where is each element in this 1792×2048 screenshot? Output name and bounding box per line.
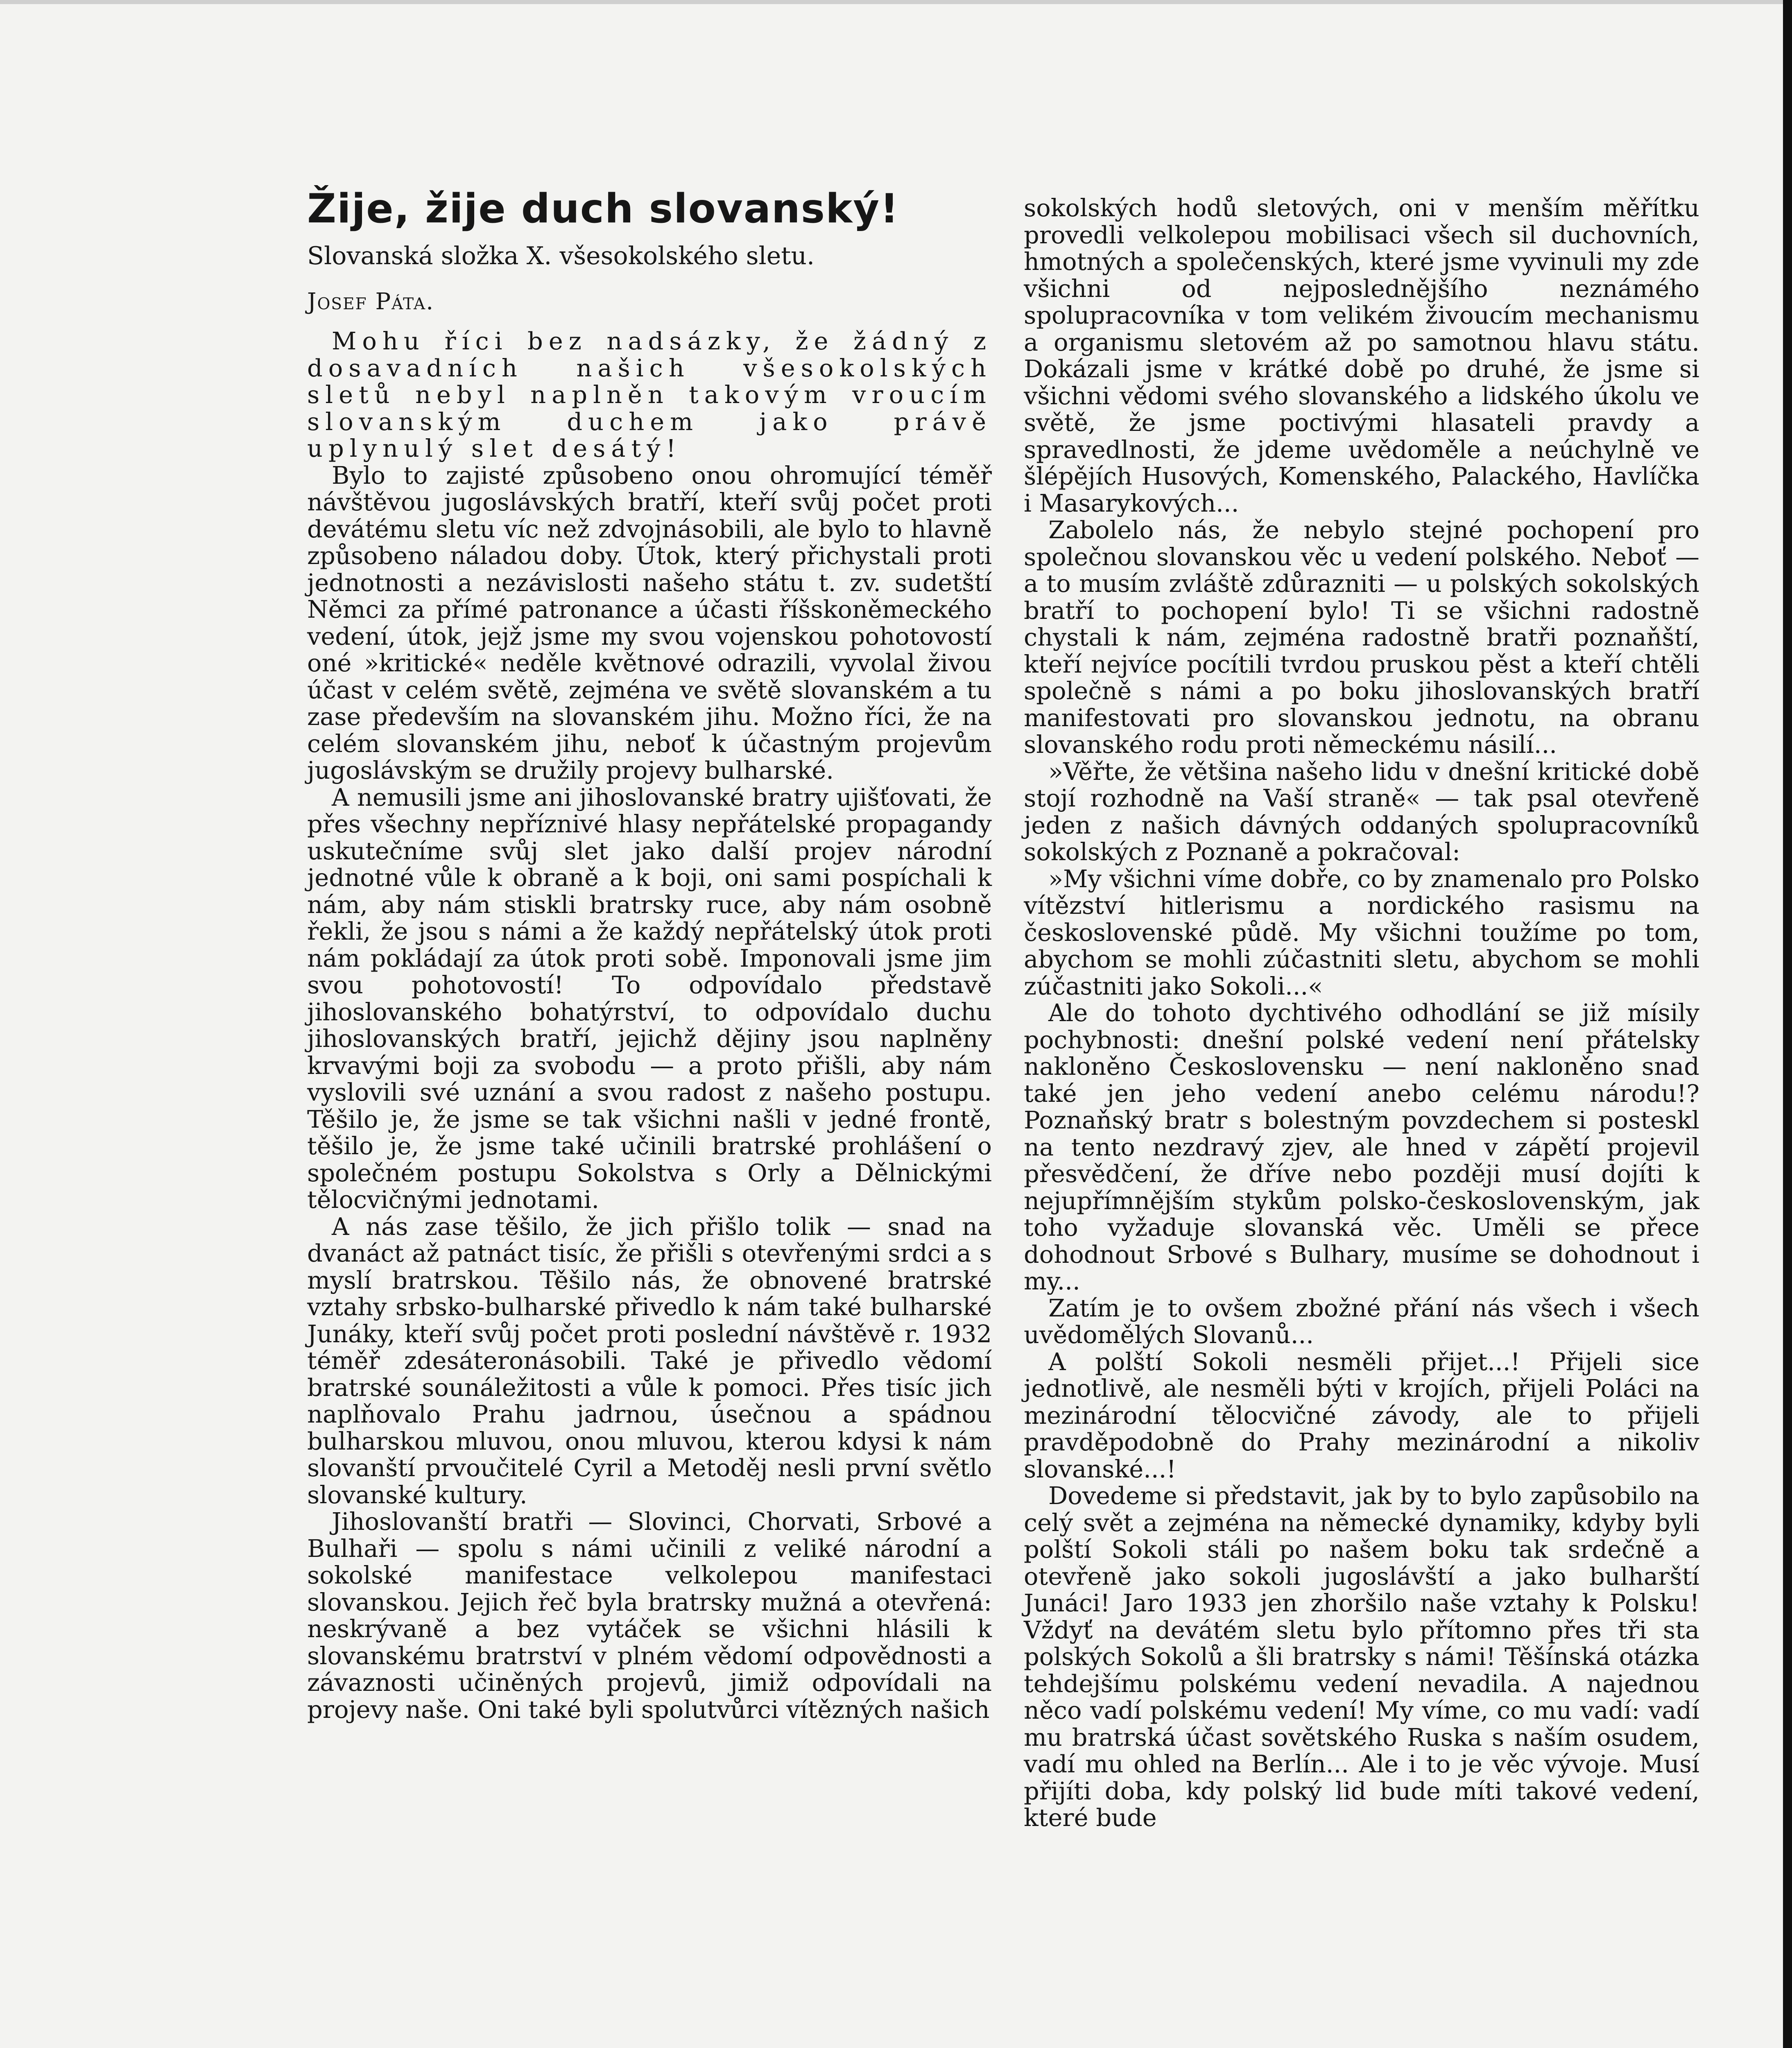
paragraph: Bylo to zajisté způsobeno onou ohromující téměř návštěvou jugoslávských bratří, kteří svůj počet proti devátému sletu víc než zdvojnásobili, ale bylo to hlavně způsobeno náladou doby. Útok, který přichystali proti jednotnosti a nezávislosti našeho státu t. zv. sudetští Němci za přímé patronance a účasti říšskoněmeckého vedení, útok, jejž jsme my svou vojenskou pohotovostí oné »kritické« neděle květnové odrazili, vyvolal živou účast v celém světě, zejména ve světě slovanském a tu zase především na slovanském jihu. Možno říci, že na celém slovanském jihu, neboť k účastným projevům jugoslávským se družily projevy bulharské. [307, 461, 992, 784]
paragraph: sokolských hodů sletových, oni v menším měřítku provedli velkolepou mobilisaci všech sil duchovních, hmotných a společenských, které jsme vyvinuli my zde všichni od nejposlednějšího neznámého spolupracovníka v tom velikém živoucím mechanismu a organismu sletovém až po samotnou hlavu státu. Dokázali jsme v krátké době po druhé, že jsme si všichni vědomi svého slovanského a lidského úkolu ve světě, že jsme poctivými hlasateli pravdy a spravedlnosti, že jdeme uvědoměle a neúchylně ve šlépějích Husových, Komenského, Palackého, Havlíčka i Masarykových... [1024, 194, 1699, 517]
paragraph: Mohu říci bez nadsázky, že žádný z dosavadních našich všesokolských sletů nebyl naplněn takovým vroucím slovanským duchem jako právě uplynulý slet desátý! [307, 327, 992, 462]
right-column [1024, 195, 1699, 1831]
paragraph: »My všichni víme dobře, co by znamenalo pro Polsko vítězství hitlerismu a nordického rasismu na československé půdě. My všichni toužíme po tom, abychom se mohli zúčastniti sletu, abychom se mohli zúčastniti jako Sokoli...« [1024, 864, 1699, 1000]
scan-edge-right [1783, 0, 1792, 2048]
paragraph: Jihoslovanští bratři — Slovinci, Chorvati, Srbové a Bulhaři — spolu s námi učinili z veliké národní a sokolské manifestace velkolepou manifestaci slovanskou. Jejich řeč byla bratrsky mužná a otevřená: neskrývaně a bez vytáček se všichni hlásili k slovanskému bratrství v plném vědomí odpovědnosti a závaznosti učiněných projevů, jimiž odpovídali na projevy naše. Oni také byli spolutvůrci vítězných našich [307, 1507, 992, 1724]
paragraph: Dovedeme si představit, jak by to bylo zapůsobilo na celý svět a zejména na německé dynamiky, kdyby byli polští Sokoli stáli po našem boku tak srdečně a otevřeně jako sokoli jugoslávští a jako bulharští Junáci! Jaro 1933 jen zhoršilo naše vztahy k Polsku! Vždyť na devátém sletu bylo přítomno přes tři sta polských Sokolů a šli bratrsky s námi! Těšínská otázka tehdejšímu polskému vedení nevadila. A najednou něco vadí polskému vedení! My víme, co mu vadí: vadí mu bratrská účast sovětského Ruska s naším osudem, vadí mu ohled na Berlín... Ale i to je věc vývoje. Musí přijíti doba, kdy polský lid bude míti takové vedení, které bude [1024, 1482, 1699, 1832]
paragraph: Zatím je to ovšem zbožné přání nás všech i všech uvědomělých Slovanů... [1024, 1294, 1699, 1349]
article-title: Žije, žije duch slovanský! [307, 186, 899, 232]
article-subtitle: Slovanská složka X. všesokolského sletu. [307, 242, 815, 270]
left-column [307, 184, 992, 1723]
paragraph: A nás zase těšilo, že jich přišlo tolik — snad na dvanáct až patnáct tisíc, že přišli s otevřenými srdci a s myslí bratrskou. Těšilo nás, že obnovené bratrské vztahy srbsko-bulharské přivedlo k nám také bulharské Junáky, kteří svůj počet proti poslední návštěvě r. 1932 téměř zdesáteronásobili. Také je přivedlo vědomí bratrské sounáležitosti a vůle k pomoci. Přes tisíc jich naplňovalo Prahu jadrnou, úsečnou a spádnou bulharskou mluvou, onou mluvou, kterou kdysi k nám slovanští prvoučitelé Cyril a Metoděj nesli první světlo slovanské kultury. [307, 1212, 992, 1509]
paragraph: »Věřte, že většina našeho lidu v dnešní kritické době stojí rozhodně na Vaší straně« — tak psal otevřeně jeden z našich dávných oddaných spolupracovníků sokolských z Poznaně a pokračoval: [1024, 757, 1699, 866]
article-author: Josef Páta. [307, 288, 434, 315]
paragraph: A nemusili jsme ani jihoslovanské bratry ujišťovati, že přes všechny nepříznivé hlasy nepřátelské propagandy uskutečníme svůj slet jako další projev národní jednotné vůle k obraně a k boji, oni sami pospíchali k nám, aby nám stiskli bratrsky ruce, aby nám osobně řekli, že jsou s námi a že každý nepřátelský útok proti nám pokládají za útok proti sobě. Imponovali jsme jim svou pohotovostí! To odpovídalo představě jihoslovanského bohatýrství, to odpovídalo duchu jihoslovanských bratří, jejichž dějiny jsou naplněny krvavými boji za svobodu — a proto přišli, aby nám vyslovili své uznání a svou radost z našeho postupu. Těšilo je, že jsme se tak všichni našli v jedné frontě, těšilo je, že jsme také učinili bratrské prohlášení o společném postupu Sokolstva s Orly a Dělnickými tělocvičnými jednotami. [307, 783, 992, 1214]
paragraph: A polští Sokoli nesměli přijet...! Přijeli sice jednotlivě, ale nesměli býti v krojích, přijeli Poláci na mezinárodní tělocvičné závody, ale to přijeli pravděpodobně do Prahy mezinárodní a nikoliv slovanské...! [1024, 1347, 1699, 1483]
paragraph: Zabolelo nás, že nebylo stejné pochopení pro společnou slovanskou věc u vedení polského. Neboť — a to musím zvláště zdůrazniti — u polských sokolských bratří to pochopení bylo! Ti se všichni radostně chystali k nám, zejména radostně bratři poznaňští, kteří nejvíce pocítili tvrdou pruskou pěst a kteří chtěli společně s námi a po boku jihoslovanských bratří manifestovati pro slovanskou jednotu, na obranu slovanského rodu proti německému násilí... [1024, 516, 1699, 759]
paragraph: Ale do tohoto dychtivého odhodlání se již mísily pochybnosti: dnešní polské vedení není přátelsky nakloněno Československu — není nakloněno snad také jen jeho vedení anebo celému národu!? Poznaňský bratr s bolestným povzdechem si posteskl na tento nezdravý zjev, ale hned v zápětí projevil přesvědčení, že dříve nebo později musí dojíti k nejupřímnějším stykům polsko-československým, jak toho vyžaduje slovanská věc. Uměli se přece dohodnout Srbové s Bulhary, musíme se dohodnout i my... [1024, 999, 1699, 1295]
scan-edge-top [0, 0, 1792, 4]
